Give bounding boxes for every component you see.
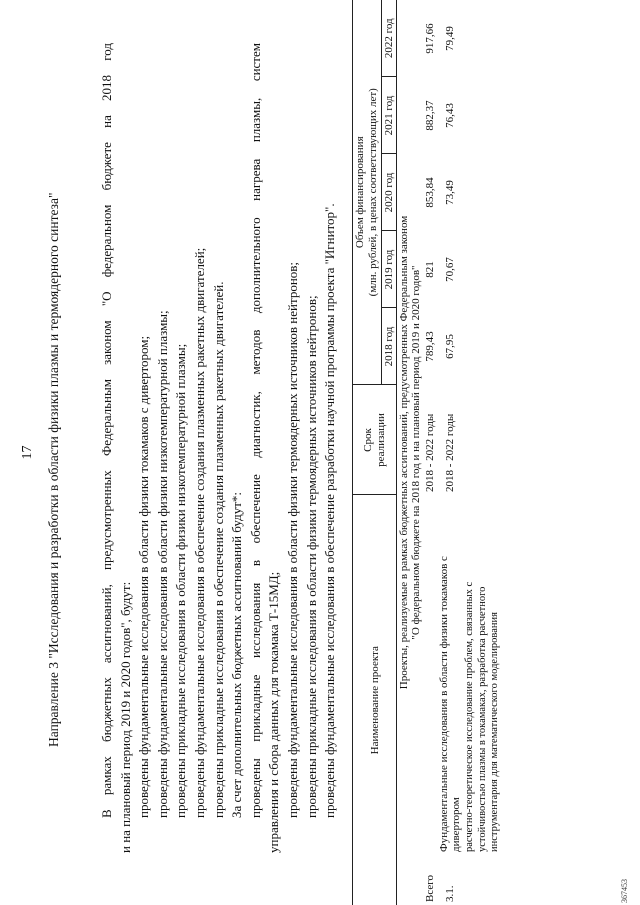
sub-description <box>463 495 503 855</box>
row-value: 70,67 <box>444 257 456 282</box>
sub-row-spacer <box>463 855 503 905</box>
header-term-line: Срок <box>361 428 374 452</box>
header-volume <box>353 0 382 385</box>
sub-row-empty <box>463 0 503 495</box>
row-term: 2018 - 2022 годы <box>424 413 436 492</box>
document-code: 367453 <box>620 879 629 903</box>
header-year: 2020 год <box>382 154 397 231</box>
row-value: 789,43 <box>424 331 436 362</box>
projects-table <box>352 0 503 905</box>
additional-item-continuation: управления и сбора данных для токамака Т-15МД; <box>266 571 282 853</box>
table-row <box>437 0 463 905</box>
body-text <box>98 43 340 853</box>
sub-description-line: расчетно-теоретическое исследование проблем, связанных с <box>464 581 475 852</box>
row-value: 67,95 <box>444 334 456 359</box>
sub-description-line: устойчивостью плазмы в токамаках, разработка расчетного <box>476 586 488 852</box>
header-year: 2021 год <box>382 77 397 154</box>
planned-item: проведены прикладные исследования в обеспечение создания плазменных ракетных двигателей. <box>210 281 226 818</box>
planned-item: проведены фундаментальные исследования в области физики токамаков с дивертором; <box>136 335 152 818</box>
row-value: 821 <box>424 261 436 278</box>
table-sub-row <box>463 0 503 905</box>
row-value: 917,66 <box>424 23 436 54</box>
section-caption-line: Проекты, реализуемые в рамках бюджетных ассигнований, предусмотренных Федеральным законом <box>398 215 410 690</box>
section-caption <box>397 0 424 905</box>
additional-item: проведены прикладные исследования в обеспечение диагностик, методов дополнительного нагрева плазмы, систем <box>247 43 263 818</box>
row-value: 79,49 <box>444 26 456 51</box>
row-name-line: Фундаментальные исследования в области физики токамаков с <box>438 556 450 852</box>
intro-line: и на плановый период 2019 и 2020 годов", будут: <box>117 581 133 853</box>
header-project-name: Наименование проекта <box>353 495 397 905</box>
row-value: 76,43 <box>444 103 456 128</box>
header-volume-line: (млн. рублей, в ценах соответствующих лет) <box>367 88 379 297</box>
sub-description-line: инструментария для математического моделирования <box>489 612 500 852</box>
additional-item: проведены фундаментальные исследования в обеспечение разработки научной программы проекта "Игнитор". <box>322 203 338 818</box>
header-year: 2018 год <box>382 308 397 385</box>
additional-item: проведены фундаментальные исследования в области физики термоядерных источников нейтронов; <box>284 261 300 818</box>
header-term <box>353 385 397 495</box>
row-value: 73,49 <box>444 180 456 205</box>
planned-item: проведены фундаментальные исследования в обеспечение создания плазменных ракетных двигателей; <box>191 247 207 818</box>
header-year: 2019 год <box>382 231 397 308</box>
row-value: 853,84 <box>424 177 436 208</box>
additional-intro: За счет дополнительных бюджетных ассигнований будут*: <box>229 492 245 818</box>
header-volume-line: Объем финансирования <box>354 136 366 249</box>
row-number: 3.1. <box>444 885 456 902</box>
page-number: 17 <box>20 445 35 460</box>
header-year: 2022 год <box>382 0 397 77</box>
row-name: Всего <box>424 875 436 902</box>
row-name-line: дивертором <box>450 797 462 852</box>
header-term-line: реализации <box>374 413 387 467</box>
section-caption-line: "О федеральном бюджете на 2018 год и на плановый период 2019 и 2020 годов" <box>410 265 422 640</box>
row-name <box>437 495 463 855</box>
table-section-row <box>397 0 424 905</box>
table-header-row <box>353 0 382 905</box>
row-term: 2018 - 2022 годы <box>444 413 456 492</box>
planned-item: проведены прикладные исследования в области физики низкотемпературной плазмы; <box>173 343 189 818</box>
additional-item: проведены прикладные исследования в области физики термоядерных источников нейтронов; <box>303 295 319 818</box>
direction-title: Направление 3 "Исследования и разработки в области физики плазмы и термоядерного синтеза" <box>46 192 61 747</box>
planned-item: проведены фундаментальные исследования в области физики низкотемпературной плазмы; <box>154 310 170 818</box>
table-row <box>423 0 437 905</box>
row-value: 882,37 <box>424 100 436 131</box>
intro-line: В рамках бюджетных ассигнований, предусмотренных Федеральным законом "О федеральном бюджете на 2018 год <box>99 43 114 818</box>
